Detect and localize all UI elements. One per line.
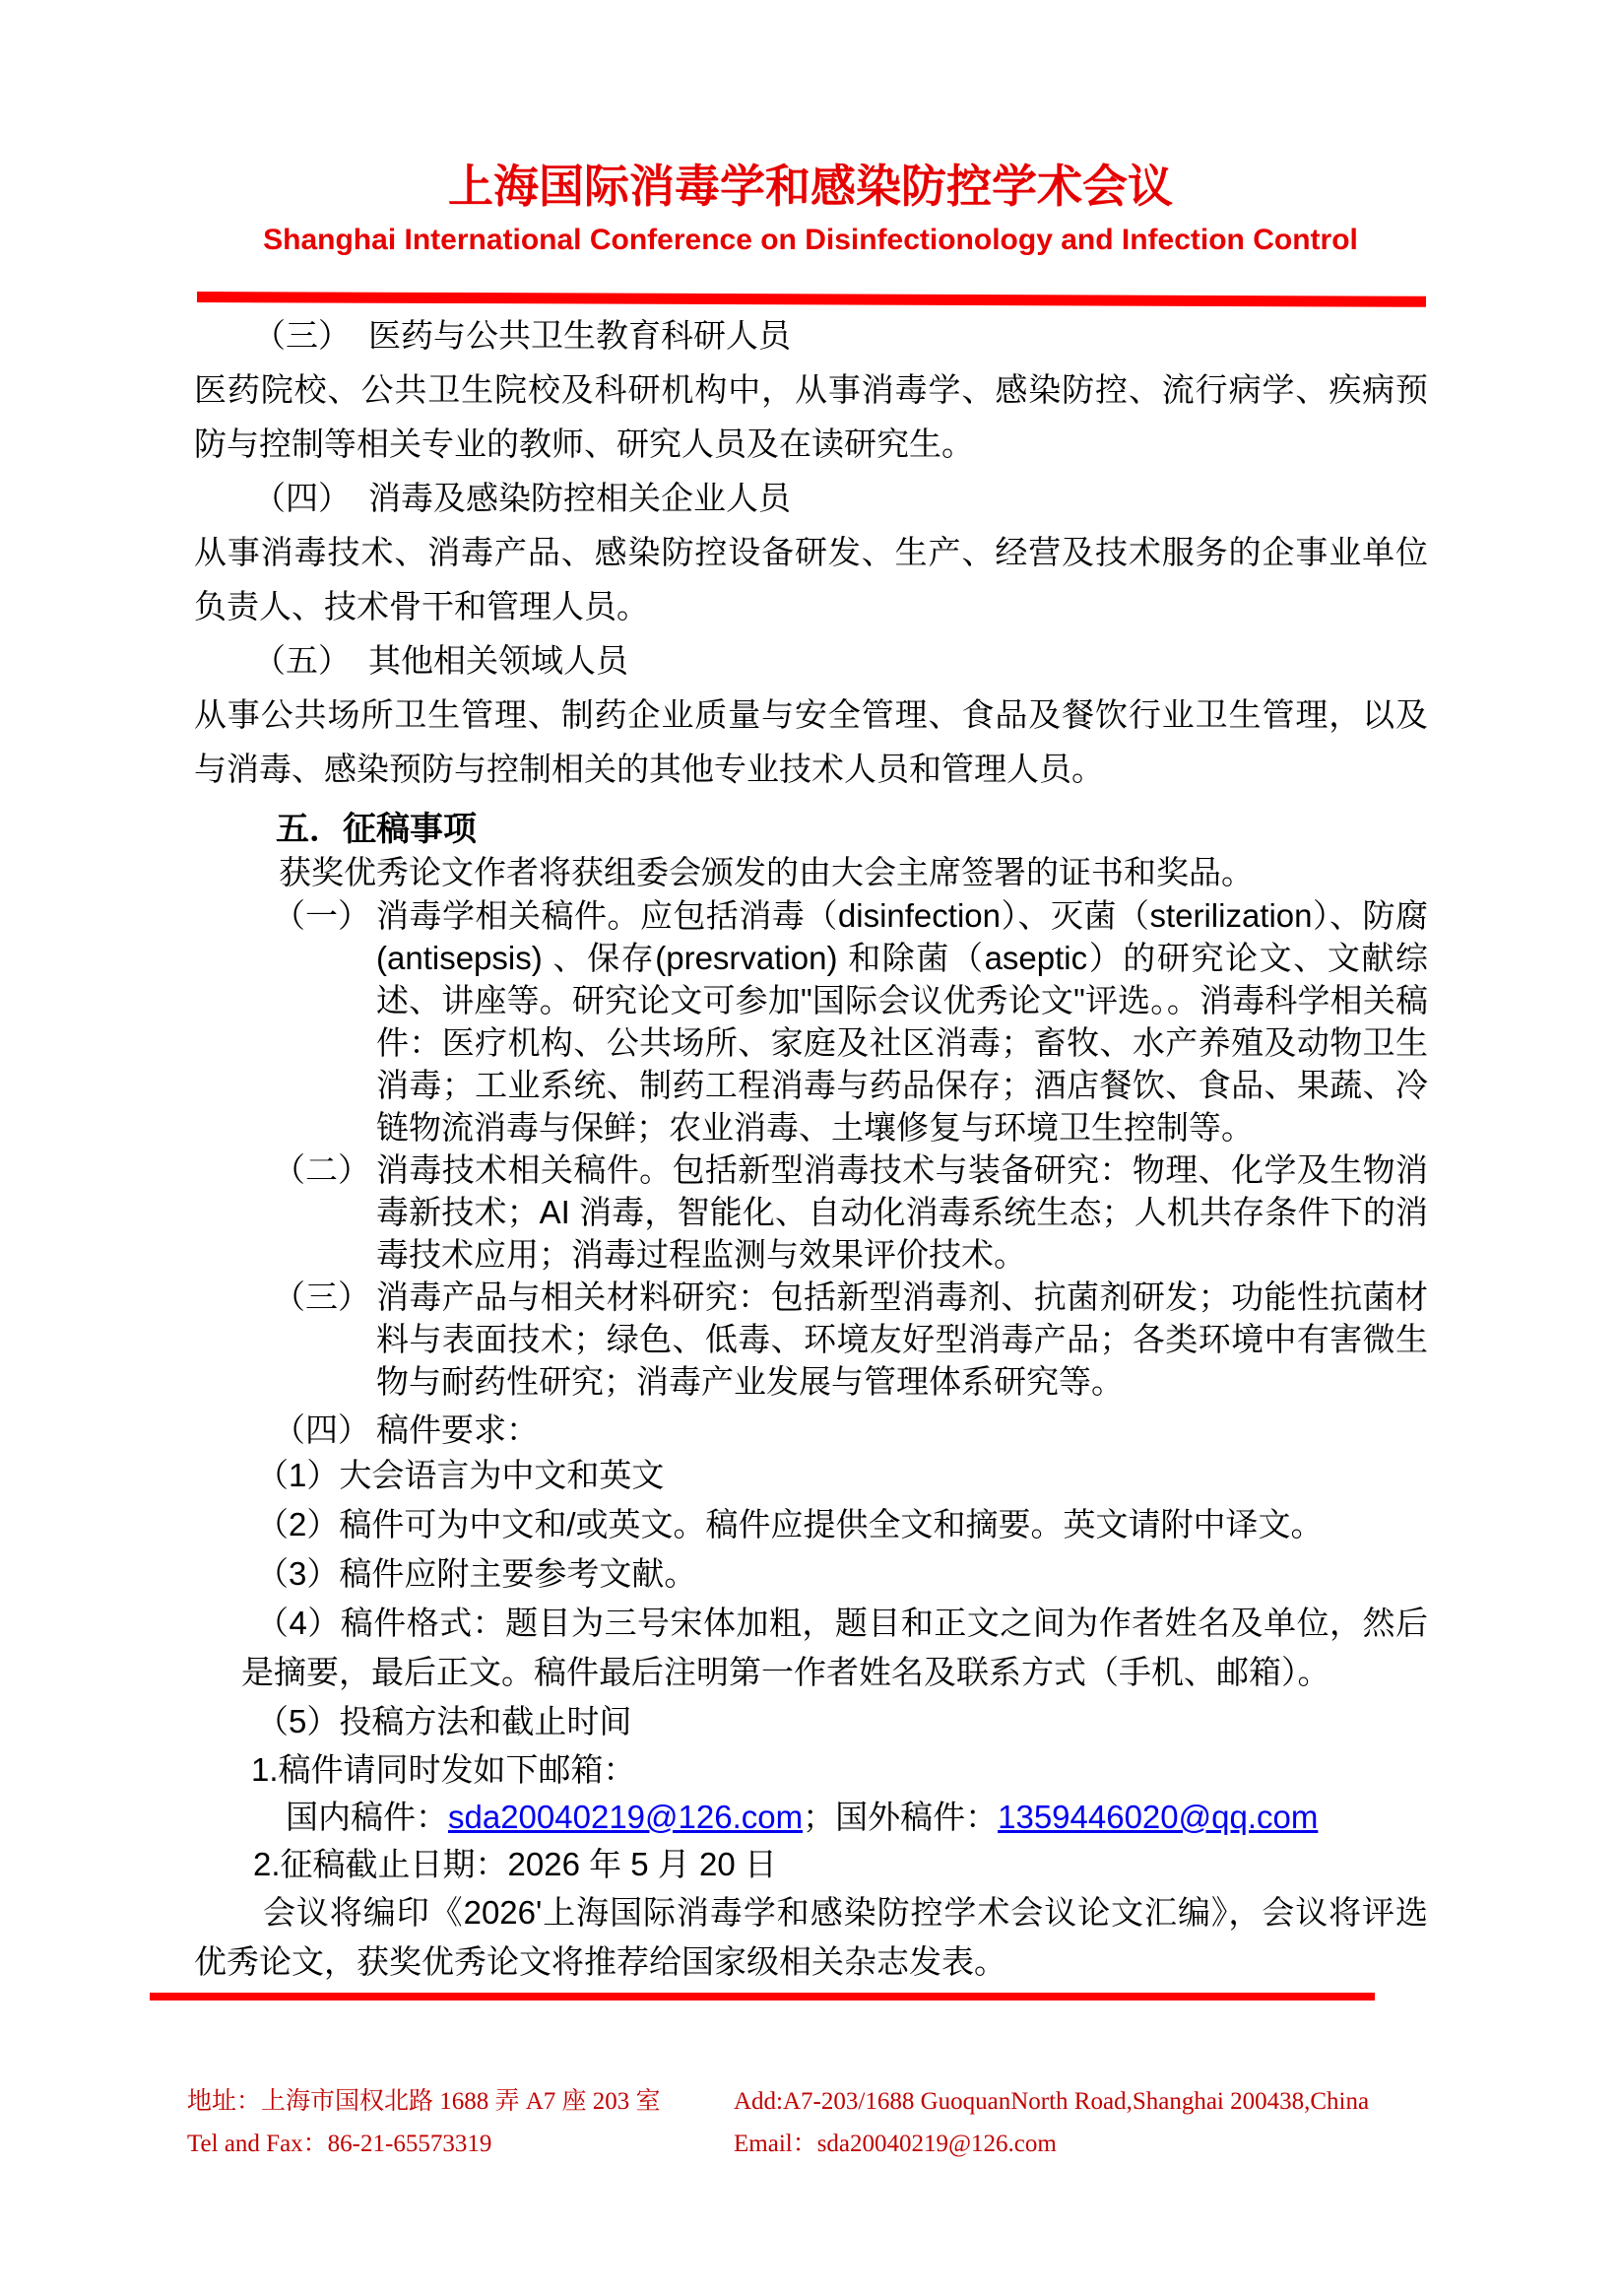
foreign-email-link[interactable]: 1359446020@qq.com [998,1799,1319,1835]
call-for-papers-intro: 获奖优秀论文作者将获组委会颁发的由大会主席签署的证书和奖品。 [279,854,1254,890]
section-label: （五） [253,642,351,679]
document-body [194,308,1428,2001]
domestic-email-label: 国内稿件： [286,1799,448,1835]
closing-paragraph: 会议将编印《2026'上海国际消毒学和感染防控学术会议论文汇编》，会议将评选优秀论文，获奖优秀论文将推荐给国家级相关杂志发表。 [194,1894,1428,1980]
list-item-text: 消毒产品与相关材料研究：包括新型消毒剂、抗菌剂研发；功能性抗菌材料与表面技术；绿色、低毒、环境友好型消毒产品；各类环境中有害微生物与耐药性研究；消毒产业发展与管理体系研究等。 [376,1279,1428,1400]
list-item-label: （四） [273,1411,370,1448]
section-paragraph: 医药院校、公共卫生院校及科研机构中，从事消毒学、感染防控、流行病学、疾病预防与控制等相关专业的教师、研究人员及在读研究生。 [194,371,1428,462]
section-title: 医药与公共卫生教育科研人员 [368,317,791,354]
section-label: （三） [253,317,351,354]
footer-tel: Tel and Fax：86-21-65573319 [187,2131,492,2157]
list-item-1 [194,894,1428,1148]
section-title: 其他相关领域人员 [368,642,628,679]
requirement-4: （4）稿件格式：题目为三号宋体加粗，题目和正文之间为作者姓名及单位，然后是摘要，最后正文。稿件最后注明第一作者姓名及联系方式（手机、邮箱）。 [241,1605,1428,1690]
requirement-5: （5）投稿方法和截止时间 [256,1703,632,1739]
list-item-label: （三） [273,1279,370,1315]
foreign-email-label: 国外稿件： [835,1799,999,1835]
document-footer [187,2080,1448,2165]
list-item-text: 消毒学相关稿件。应包括消毒（disinfection）、灭菌（sterilization）、防腐(antisepsis) 、保存(presrvation) 和除菌（aseptic）的研究论文、文献综述、讲座等。研究论文可参加"国际会议优秀论文"评选。。消毒科学相关稿件：医疗机构、公共场所、家庭及社区消毒；畜牧、水产养殖及动物卫生消毒；工业系统、制药工程消毒与药品保存；酒店餐饮、食品、果蔬、冷链物流消毒与保鲜；农业消毒、土壤修复与环境卫生控制等。 [376,897,1428,1146]
footer-address-en: Add:A7-203/1688 GuoquanNorth Road,Shanghai 200438,China [734,2088,1370,2115]
footer-divider-rule [150,1993,1375,2001]
domestic-email-link[interactable]: sda20040219@126.com [448,1799,804,1835]
page-title: 上海国际消毒学和感染防控学术会议 [448,161,1173,212]
requirement-2: （2）稿件可为中文和/或英文。稿件应提供全文和摘要。英文请附中译文。 [256,1506,1324,1542]
email-separator: ； [803,1799,836,1835]
section-label: （四） [253,480,351,516]
list-item-4 [194,1409,1428,1451]
list-item-text: 消毒技术相关稿件。包括新型消毒技术与装备研究：物理、化学及生物消毒新技术；AI 消毒，智能化、自动化消毒系统生态；人机共存条件下的消毒技术应用；消毒过程监测与效果评价技术。 [376,1151,1428,1273]
list-item-2 [194,1148,1428,1276]
footer-address-cn: 地址：上海市国权北路 1688 弄 A7 座 203 室 [187,2088,661,2115]
submission-deadline: 2.征稿截止日期：2026 年 5 月 20 日 [253,1846,777,1882]
footer-email: Email：sda20040219@126.com [734,2131,1057,2157]
page-subtitle: Shanghai International Conference on Disinfectionology and Infection Control [263,224,1358,256]
header-divider-rule [197,292,1426,307]
list-item-3 [194,1276,1428,1403]
document-header [0,0,1621,302]
requirement-3: （3）稿件应附主要参考文献。 [256,1555,697,1592]
section-paragraph: 从事消毒技术、消毒产品、感染防控设备研发、生产、经营及技术服务的企事业单位负责人、技术骨干和管理人员。 [194,534,1428,624]
section-paragraph: 从事公共场所卫生管理、制药企业质量与安全管理、食品及餐饮行业卫生管理，以及与消毒、感染预防与控制相关的其他专业技术人员和管理人员。 [194,696,1428,787]
list-item-text: 稿件要求： [376,1411,539,1448]
list-item-label: （二） [273,1151,370,1188]
call-for-papers-heading: 五．征稿事项 [276,811,477,848]
submission-note: 1.稿件请同时发如下邮箱： [251,1751,636,1788]
list-item-label: （一） [273,897,370,934]
section-title: 消毒及感染防控相关企业人员 [368,480,791,516]
section-heading-3 [194,308,1428,362]
submission-emails-line [286,1794,1428,1841]
section-heading-4 [194,471,1428,525]
footer-row-1 [187,2080,1448,2123]
requirement-1: （1）大会语言为中文和英文 [256,1457,665,1493]
footer-row-2 [187,2123,1448,2165]
section-heading-5 [194,633,1428,688]
